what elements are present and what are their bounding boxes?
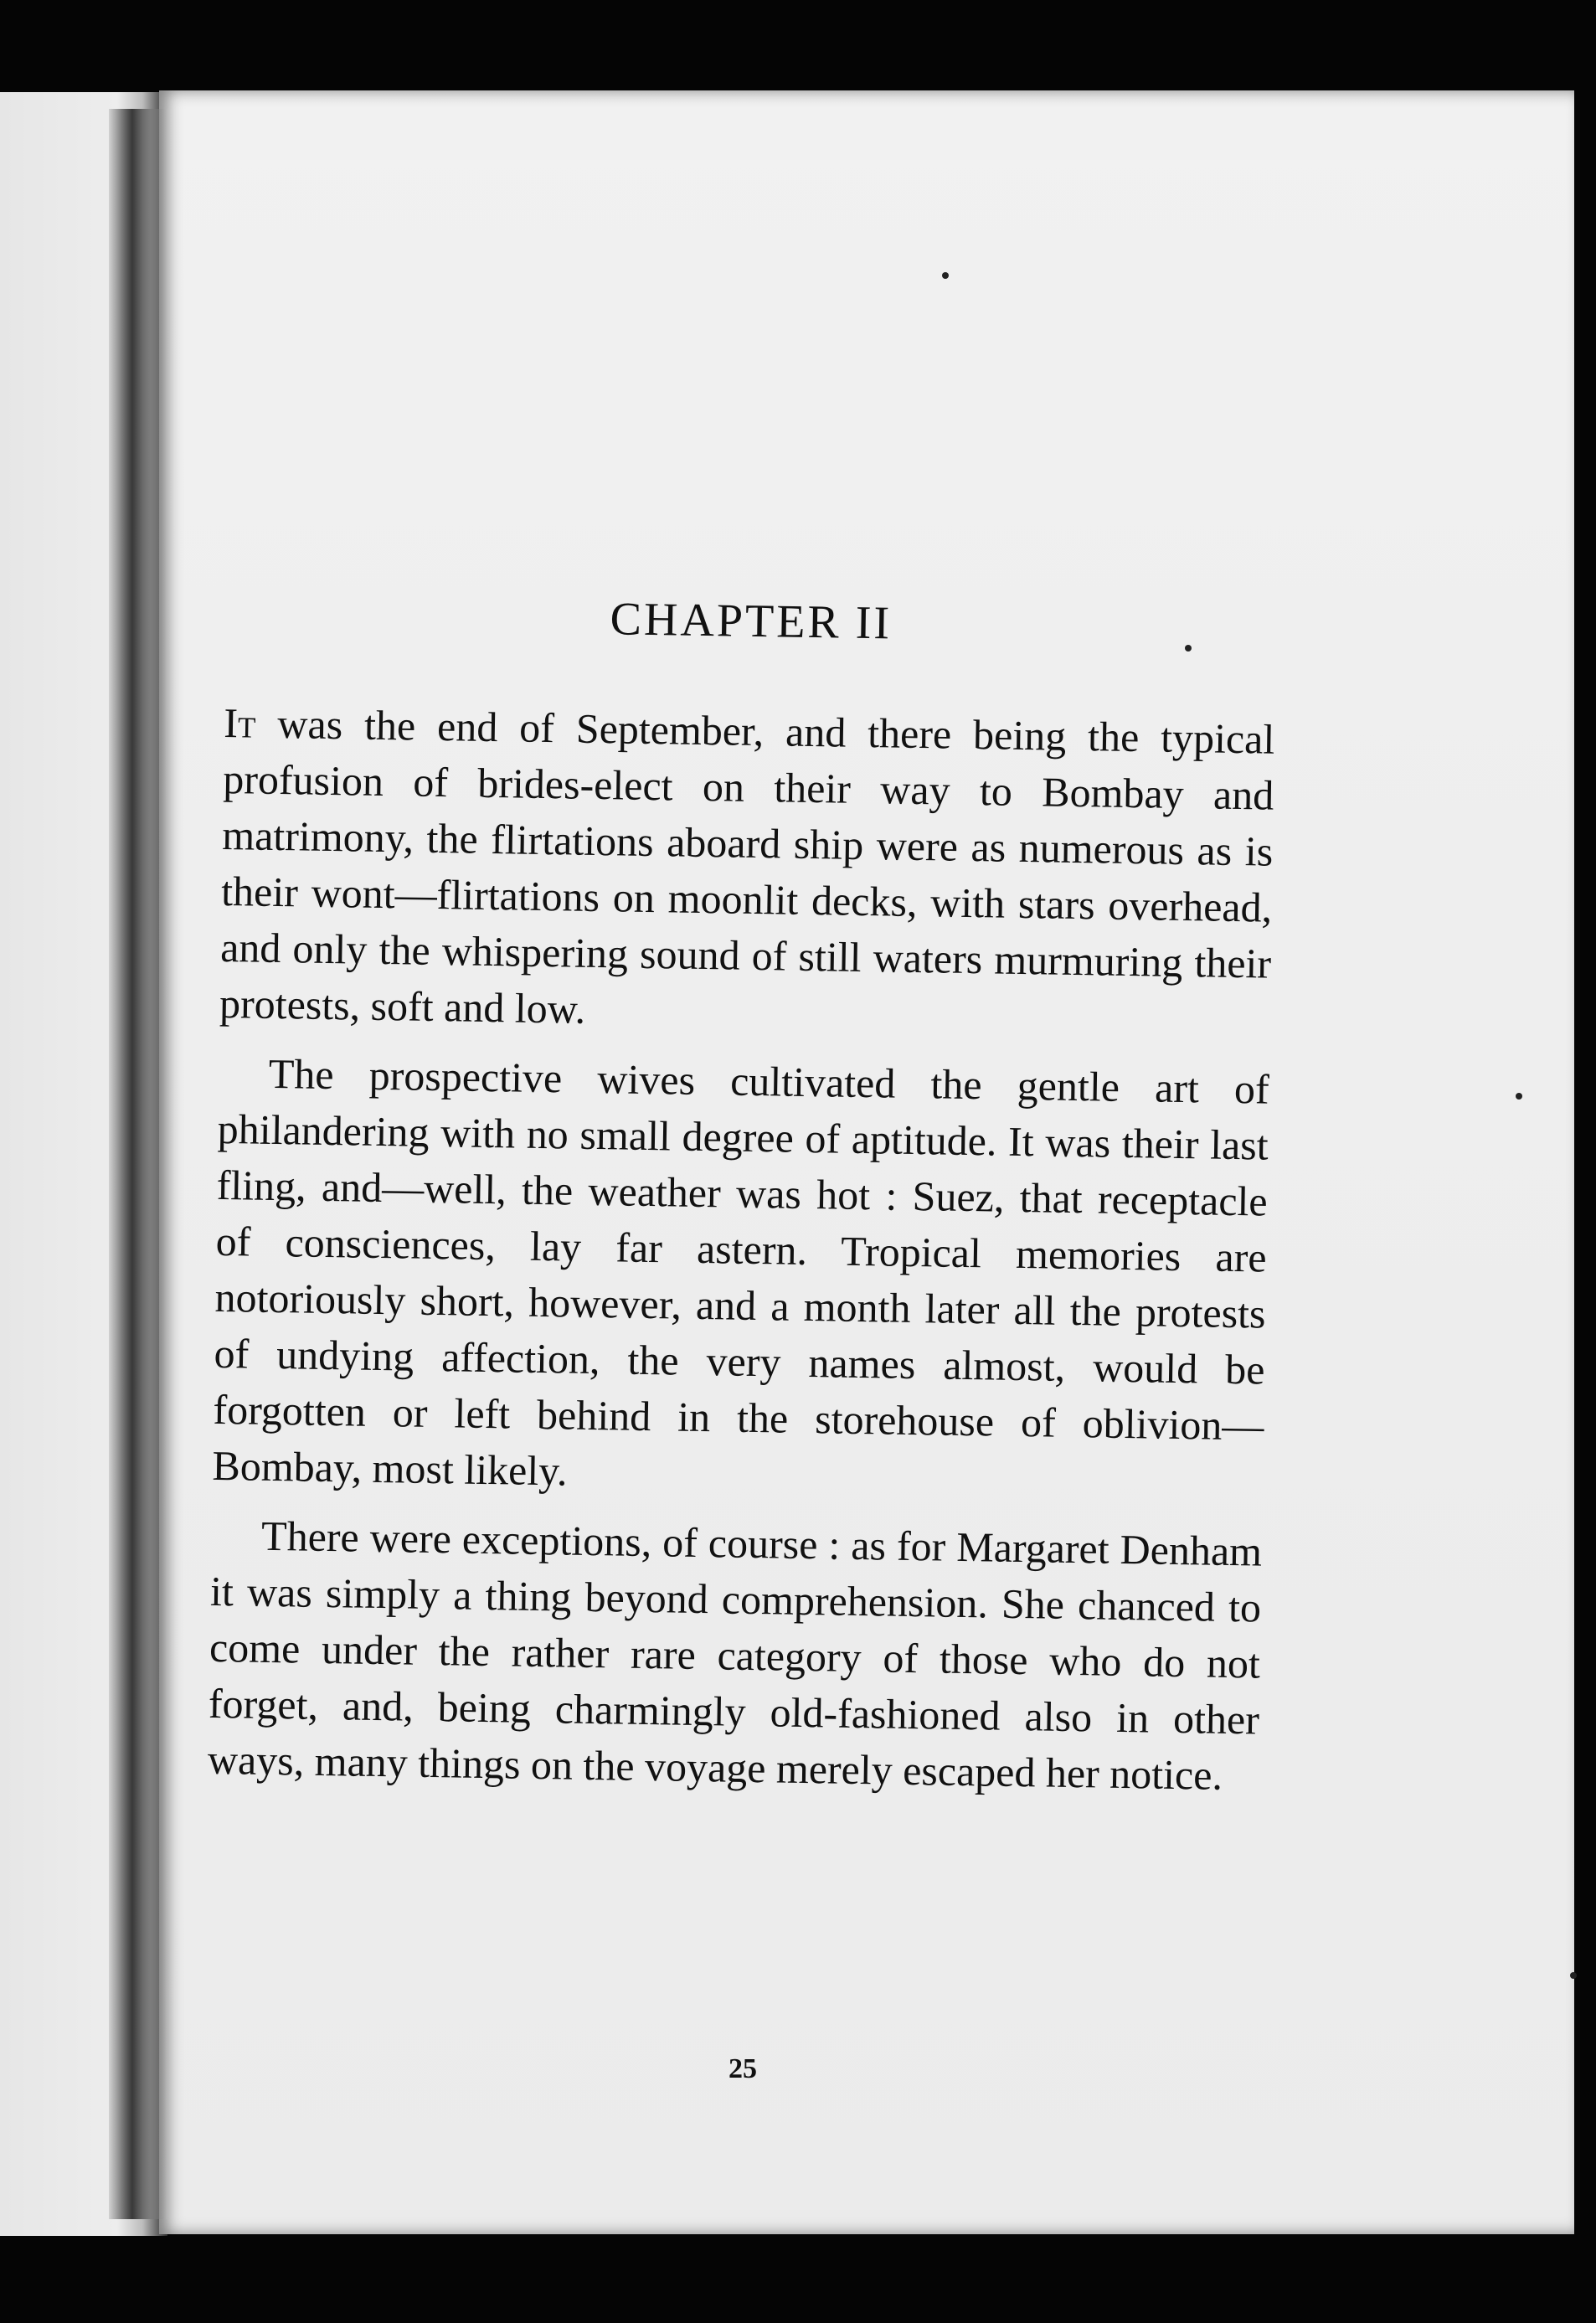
chapter-text [207, 586, 1276, 1805]
page-number: 25 [728, 2053, 757, 2084]
paper-speck [942, 272, 949, 279]
paper-speck [1570, 1972, 1577, 1979]
paragraph-2: The prospective wives cultivated the gentle art of philandering with no small degree of aptitude. It was their last fling, and—well, the weather was hot : Suez, that receptacle of consciences, lay far astern. Tropical memories are notoriously short, however, and a month later all the protests of undying affection, the very names almost, would be forgotten or left behind in the storehouse of oblivion—Bombay, most likely. [212, 1049, 1270, 1495]
paragraph-1-lead: It [223, 698, 256, 747]
paragraph-3: There were exceptions, of course : as for Margaret Denham it was simply a thing beyond comprehension. She chanced to come under the rather rare category of those who do not forget, and, being charmingly old-fashioned also in other ways, many things on the voyage merely escaped her notice. [207, 1512, 1263, 1799]
paragraph-1-text: was the end of September, and there being the typical profusion of brides-elect on their way to Bombay and matrimony, the flirtations aboard ship were as numerous as is their wont—flirtations on moonlit decks, with stars overhead, and only the whispering sound of still waters murmuring their protests, soft and low. [219, 699, 1275, 1033]
paper-speck [1185, 645, 1192, 652]
chapter-title: CHAPTER II [610, 593, 893, 650]
paper-speck [1516, 1093, 1522, 1100]
paragraph-1 [219, 695, 1275, 1048]
book-binding-shadow [109, 109, 167, 2219]
